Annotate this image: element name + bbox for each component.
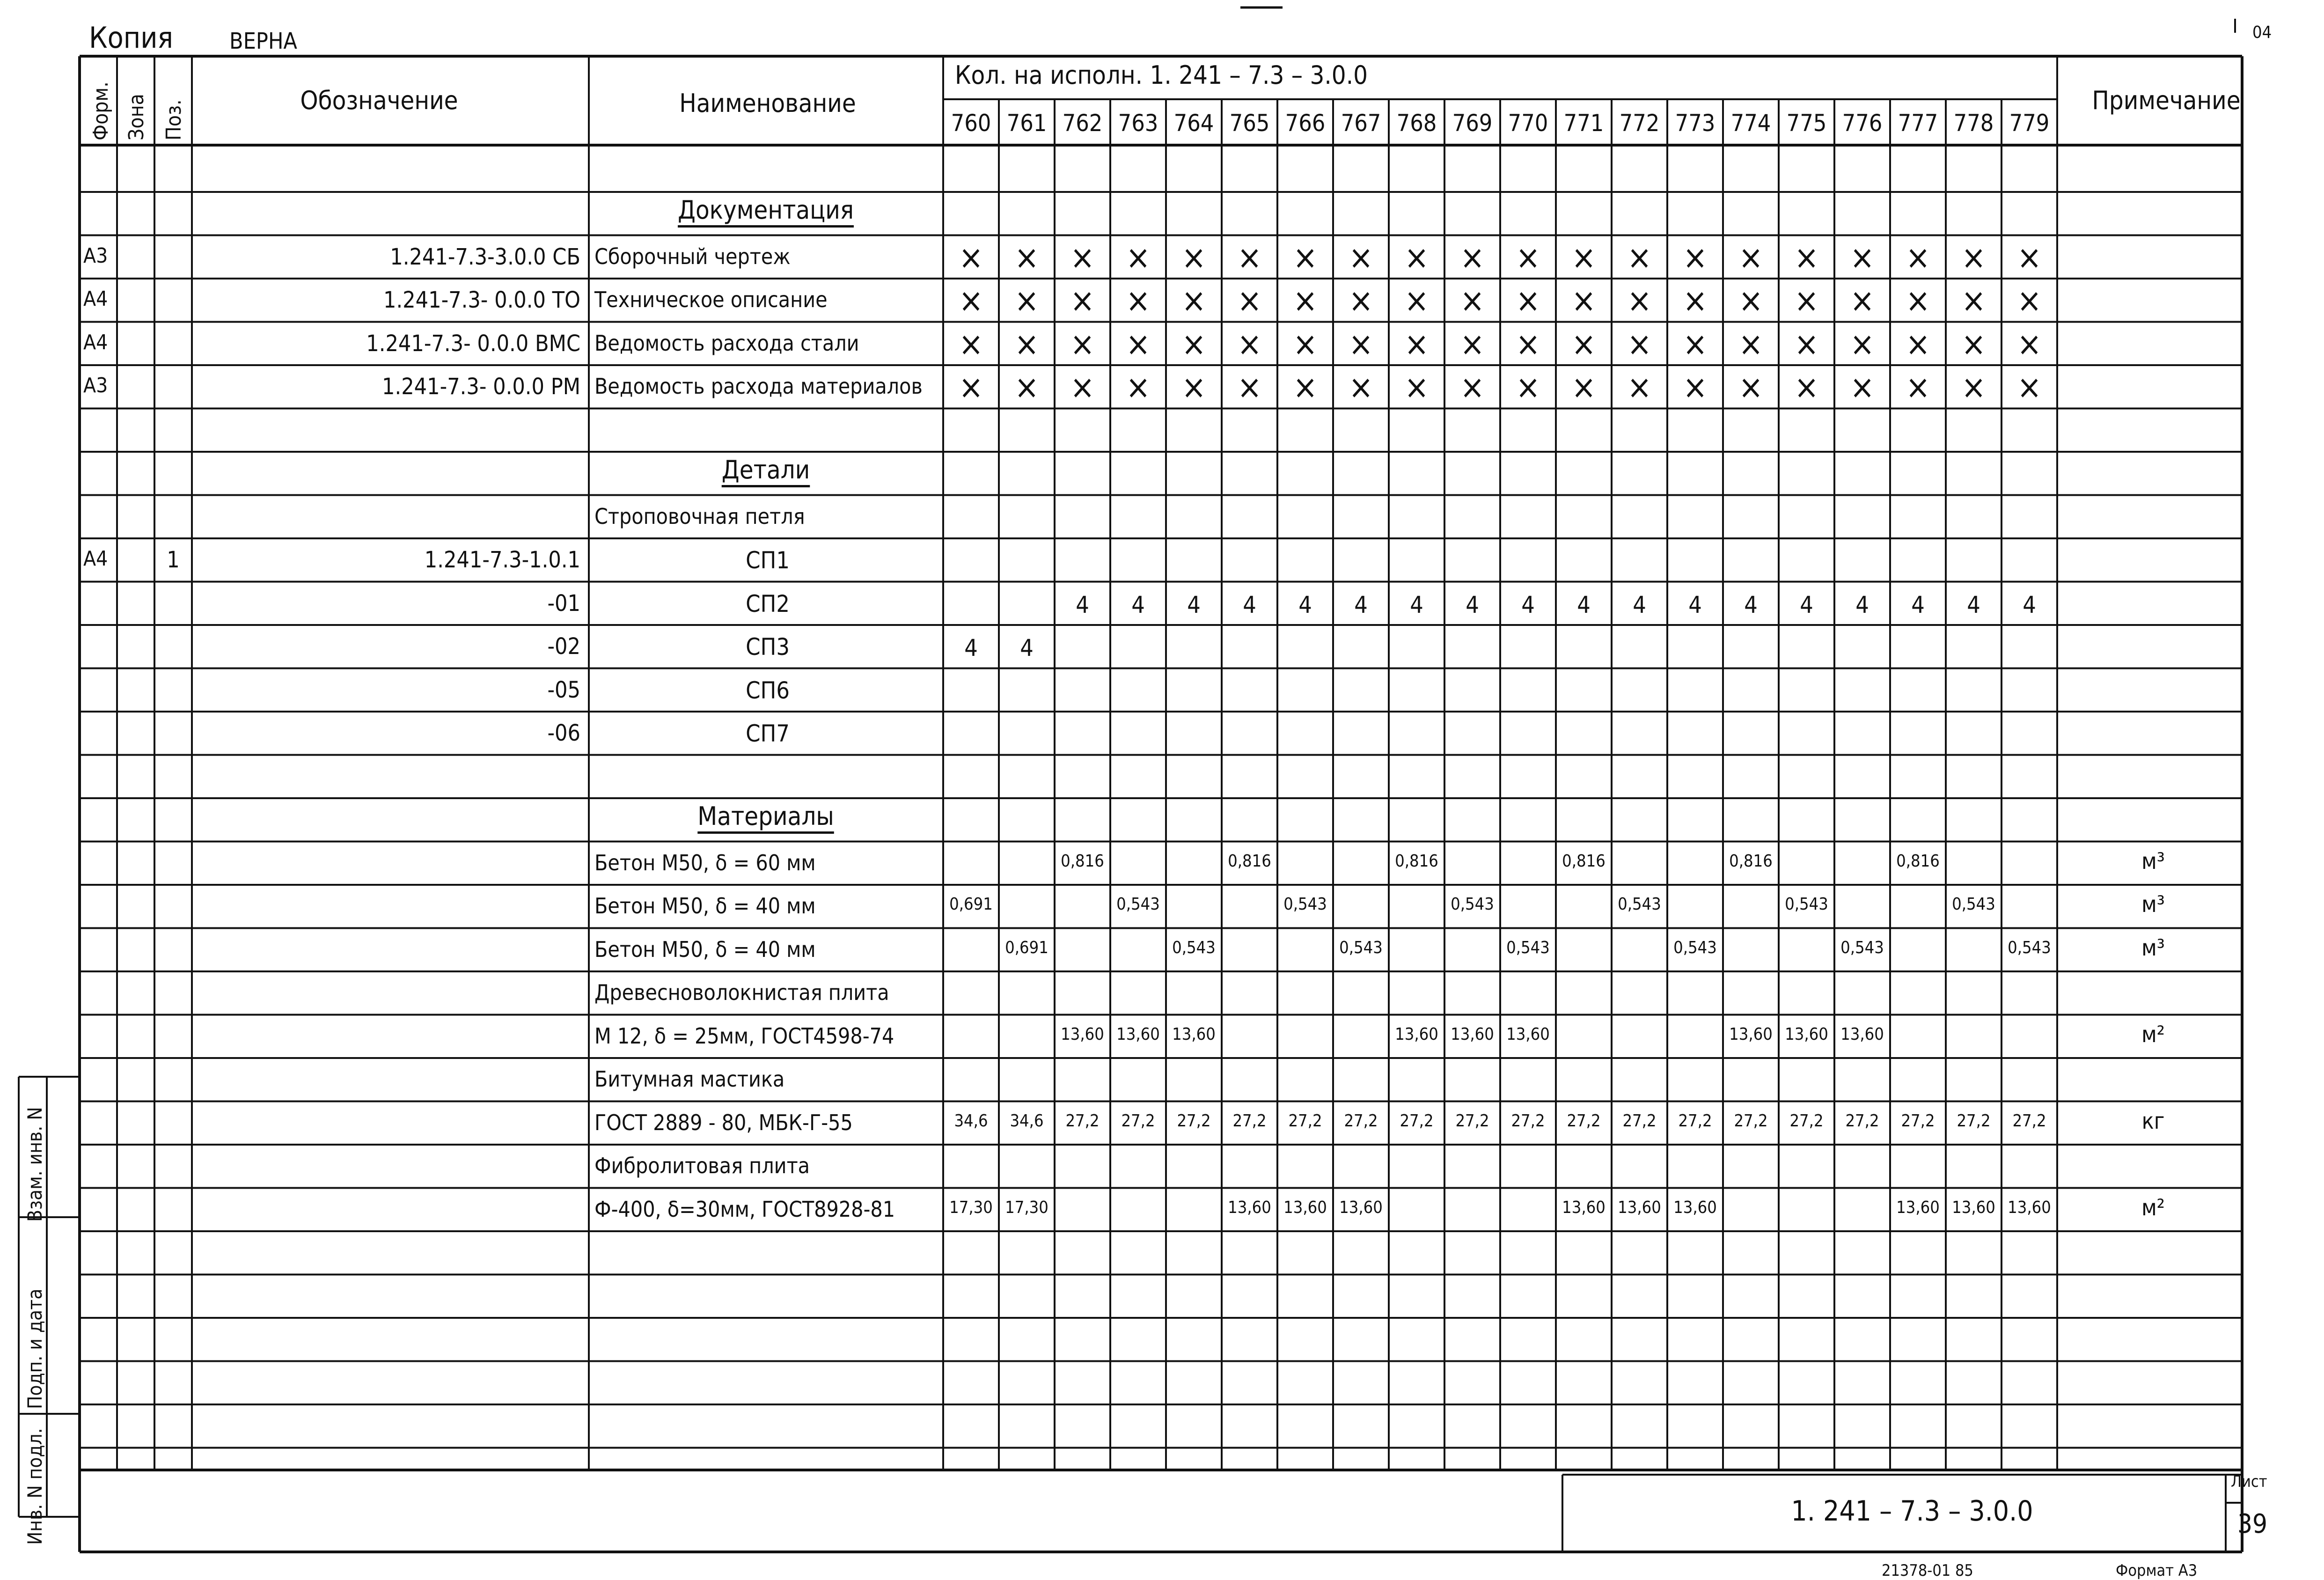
designation-cell: -06 — [547, 720, 580, 746]
name-cell: Ф-400, δ=30мм, ГОСТ8928-81 — [594, 1196, 895, 1222]
applicability-mark: × — [1850, 281, 1875, 320]
quantity-cell: 0,816 — [1228, 851, 1271, 871]
quantity-cell: 4 — [1911, 591, 1925, 618]
variant-number: 777 — [1898, 110, 1938, 137]
verified-stamp-label: ВЕРНА — [229, 28, 297, 54]
position-cell: 1 — [167, 547, 180, 573]
applicability-mark: × — [1571, 238, 1596, 277]
quantity-cell: 4 — [1855, 591, 1869, 618]
unit-cell: м³ — [2141, 848, 2165, 875]
quantity-cell: 13,60 — [1339, 1198, 1383, 1217]
quantity-cell: 4 — [1076, 591, 1089, 618]
variant-number: 760 — [951, 110, 991, 137]
designation-cell: 1.241-7.3-1.0.1 — [424, 547, 580, 573]
name-cell: Бетон М50, δ = 40 мм — [594, 936, 816, 962]
name-cell: ГОСТ 2889 - 80, МБК-Г-55 — [594, 1110, 853, 1135]
quantity-cell: 13,60 — [1618, 1198, 1661, 1217]
form-cell: А4 — [83, 287, 108, 311]
applicability-mark: × — [2017, 368, 2042, 406]
quantity-cell: 34,6 — [954, 1111, 988, 1131]
name-cell: Бетон М50, δ = 60 мм — [594, 850, 816, 875]
unit-cell: м³ — [2141, 934, 2165, 961]
applicability-mark: × — [1293, 368, 1318, 406]
applicability-mark: × — [1237, 324, 1262, 363]
applicability-mark: × — [1906, 368, 1930, 406]
applicability-mark: × — [1070, 238, 1095, 277]
applicability-mark: × — [1627, 324, 1652, 363]
applicability-mark: × — [1404, 238, 1429, 277]
applicability-mark: × — [1349, 281, 1373, 320]
quantity-cell: 4 — [964, 634, 978, 661]
quantity-cell: 13,60 — [1729, 1024, 1773, 1044]
form-cell: А3 — [83, 374, 108, 397]
quantity-cell: 4 — [1020, 634, 1034, 661]
variant-number: 762 — [1062, 110, 1103, 137]
quantity-cell: 0,543 — [1952, 895, 1995, 914]
applicability-mark: × — [1349, 324, 1373, 363]
variant-number: 772 — [1619, 110, 1660, 137]
unit-cell: м² — [2141, 1021, 2165, 1048]
quantity-cell: 0,543 — [1840, 938, 1884, 957]
sheet-label: Лист — [2231, 1472, 2267, 1491]
unit-cell: кг — [2141, 1108, 2165, 1134]
form-cell: А4 — [83, 547, 108, 571]
copy-stamp-label: Копия — [89, 21, 173, 55]
quantity-cell: 17,30 — [1005, 1198, 1048, 1217]
applicability-mark: × — [1070, 324, 1095, 363]
quantity-cell: 27,2 — [1121, 1111, 1155, 1131]
applicability-mark: × — [1906, 324, 1930, 363]
quantity-cell: 0,816 — [1395, 851, 1438, 871]
name-cell: СП1 — [746, 547, 790, 574]
section-heading: Документация — [678, 195, 854, 225]
quantity-cell: 27,2 — [1901, 1111, 1935, 1131]
form-cell: А4 — [83, 330, 108, 354]
applicability-mark: × — [959, 368, 983, 406]
quantity-cell: 4 — [1688, 591, 1702, 618]
quantity-cell: 4 — [1577, 591, 1591, 618]
variant-number: 779 — [2009, 110, 2050, 137]
applicability-mark: × — [1906, 281, 1930, 320]
variant-number: 765 — [1229, 110, 1270, 137]
quantity-cell: 4 — [1800, 591, 1813, 618]
applicability-mark: × — [1794, 324, 1819, 363]
quantity-cell: 27,2 — [1400, 1111, 1434, 1131]
quantity-cell: 27,2 — [1678, 1111, 1712, 1131]
name-cell: СП6 — [746, 676, 790, 704]
name-cell: СП3 — [746, 633, 790, 661]
quantity-cell: 0,816 — [1729, 851, 1773, 871]
quantity-cell: 4 — [1187, 591, 1201, 618]
variant-number: 774 — [1730, 110, 1771, 137]
quantity-cell: 27,2 — [2012, 1111, 2046, 1131]
applicability-mark: × — [1126, 281, 1151, 320]
variant-number: 763 — [1118, 110, 1158, 137]
applicability-mark: × — [1683, 238, 1708, 277]
quantity-cell: 4 — [1243, 591, 1256, 618]
applicability-mark: × — [1738, 238, 1763, 277]
designation-cell: 1.241-7.3- 0.0.0 ТО — [383, 287, 580, 313]
quantity-cell: 0,816 — [1896, 851, 1940, 871]
applicability-mark: × — [1460, 324, 1485, 363]
header-note: Примечание — [2092, 86, 2241, 115]
name-cell: Бетон М50, δ = 40 мм — [594, 893, 816, 919]
applicability-mark: × — [1850, 368, 1875, 406]
applicability-mark: × — [1460, 281, 1485, 320]
applicability-mark: × — [1181, 324, 1206, 363]
applicability-mark: × — [1961, 238, 1986, 277]
applicability-mark: × — [1571, 324, 1596, 363]
applicability-mark: × — [1126, 238, 1151, 277]
quantity-cell: 13,60 — [1451, 1024, 1494, 1044]
quantity-cell: 27,2 — [1511, 1111, 1545, 1131]
name-cell: СП7 — [746, 720, 790, 747]
applicability-mark: × — [1516, 281, 1540, 320]
quantity-cell: 27,2 — [1622, 1111, 1657, 1131]
applicability-mark: × — [1181, 238, 1206, 277]
quantity-cell: 4 — [1967, 591, 1980, 618]
quantity-cell: 4 — [1410, 591, 1423, 618]
applicability-mark: × — [1516, 368, 1540, 406]
applicability-mark: × — [959, 281, 983, 320]
applicability-mark: × — [1906, 238, 1930, 277]
quantity-cell: 0,543 — [1339, 938, 1383, 957]
quantity-cell: 13,60 — [1896, 1198, 1940, 1217]
quantity-cell: 4 — [1354, 591, 1368, 618]
applicability-mark: × — [1961, 324, 1986, 363]
name-cell: Строповочная петля — [594, 503, 805, 529]
quantity-cell: 13,60 — [1952, 1198, 1995, 1217]
designation-cell: -01 — [547, 590, 580, 617]
applicability-mark: × — [1627, 368, 1652, 406]
quantity-cell: 34,6 — [1010, 1111, 1044, 1131]
quantity-cell: 27,2 — [1789, 1111, 1824, 1131]
quantity-cell: 0,543 — [2008, 938, 2051, 957]
name-cell: Древесноволокнистая плита — [594, 980, 889, 1005]
quantity-cell: 0,543 — [1116, 895, 1160, 914]
applicability-mark: × — [1571, 281, 1596, 320]
applicability-mark: × — [1516, 324, 1540, 363]
unit-cell: м² — [2141, 1194, 2165, 1221]
applicability-mark: × — [1070, 368, 1095, 406]
designation-cell: 1.241-7.3- 0.0.0 ВМС — [366, 330, 580, 357]
applicability-mark: × — [1237, 281, 1262, 320]
quantity-cell: 13,60 — [1785, 1024, 1828, 1044]
quantity-cell: 13,60 — [2008, 1198, 2051, 1217]
variant-number: 775 — [1786, 110, 1827, 137]
applicability-mark: × — [1961, 281, 1986, 320]
variant-number: 761 — [1006, 110, 1047, 137]
variant-number: 767 — [1341, 110, 1381, 137]
title-block-code: 1. 241 – 7.3 – 3.0.0 — [1791, 1495, 2033, 1528]
quantity-cell: 0,816 — [1061, 851, 1104, 871]
applicability-mark: × — [1683, 281, 1708, 320]
quantity-cell: 13,60 — [1116, 1024, 1160, 1044]
quantity-cell: 27,2 — [1288, 1111, 1322, 1131]
quantity-cell: 4 — [1633, 591, 1646, 618]
applicability-mark: × — [1794, 238, 1819, 277]
quantity-cell: 0,691 — [949, 895, 993, 914]
applicability-mark: × — [1683, 368, 1708, 406]
quantity-cell: 13,60 — [1395, 1024, 1438, 1044]
quantity-cell: 27,2 — [1177, 1111, 1211, 1131]
corner-mark: 04 — [2252, 23, 2272, 42]
section-heading: Материалы — [697, 801, 834, 831]
quantity-cell: 4 — [1298, 591, 1312, 618]
applicability-mark: × — [1683, 324, 1708, 363]
applicability-mark: × — [2017, 281, 2042, 320]
quantity-cell: 0,543 — [1172, 938, 1216, 957]
applicability-mark: × — [1237, 238, 1262, 277]
name-cell: Ведомость расхода материалов — [594, 374, 923, 399]
applicability-mark: × — [1181, 281, 1206, 320]
quantity-cell: 27,2 — [1344, 1111, 1378, 1131]
applicability-mark: × — [1738, 324, 1763, 363]
sheet-number: 39 — [2237, 1509, 2268, 1539]
variant-number: 764 — [1173, 110, 1214, 137]
quantity-cell: 27,2 — [1734, 1111, 1768, 1131]
applicability-mark: × — [1460, 238, 1485, 277]
quantity-cell: 13,60 — [1061, 1024, 1104, 1044]
variant-number: 769 — [1452, 110, 1493, 137]
applicability-mark: × — [1850, 324, 1875, 363]
quantity-cell: 27,2 — [1455, 1111, 1489, 1131]
variant-number: 778 — [1953, 110, 1994, 137]
applicability-mark: × — [1460, 368, 1485, 406]
applicability-mark: × — [1070, 281, 1095, 320]
quantity-cell: 4 — [2023, 591, 2036, 618]
applicability-mark: × — [1571, 368, 1596, 406]
applicability-mark: × — [1404, 281, 1429, 320]
designation-cell: -02 — [547, 633, 580, 660]
header-form: Форм. — [89, 81, 113, 140]
header-name: Наименование — [679, 88, 856, 118]
applicability-mark: × — [1237, 368, 1262, 406]
applicability-mark: × — [959, 238, 983, 277]
applicability-mark: × — [1014, 368, 1039, 406]
quantity-cell: 0,691 — [1005, 938, 1048, 957]
applicability-mark: × — [1627, 281, 1652, 320]
quantity-cell: 4 — [1521, 591, 1535, 618]
designation-cell: 1.241-7.3-3.0.0 СБ — [390, 243, 580, 270]
applicability-mark: × — [1404, 368, 1429, 406]
applicability-mark: × — [1014, 281, 1039, 320]
applicability-mark: × — [1961, 368, 1986, 406]
name-cell: Фибролитовая плита — [594, 1153, 810, 1178]
applicability-mark: × — [1014, 238, 1039, 277]
applicability-mark: × — [1850, 238, 1875, 277]
applicability-mark: × — [1181, 368, 1206, 406]
variant-number: 766 — [1285, 110, 1326, 137]
quantity-cell: 0,543 — [1785, 895, 1828, 914]
header-zone: Зона — [125, 94, 148, 140]
name-cell: М 12, δ = 25мм, ГОСТ4598-74 — [594, 1023, 894, 1049]
quantity-cell: 0,543 — [1673, 938, 1717, 957]
applicability-mark: × — [1794, 368, 1819, 406]
variant-number: 768 — [1396, 110, 1437, 137]
applicability-mark: × — [1014, 324, 1039, 363]
quantity-cell: 13,60 — [1228, 1198, 1271, 1217]
applicability-mark: × — [1404, 324, 1429, 363]
variant-number: 773 — [1675, 110, 1716, 137]
applicability-mark: × — [2017, 238, 2042, 277]
applicability-mark: × — [1126, 368, 1151, 406]
quantity-cell: 13,60 — [1562, 1198, 1606, 1217]
applicability-mark: × — [959, 324, 983, 363]
applicability-mark: × — [1349, 368, 1373, 406]
footer-reference: 21378-01 85 — [1882, 1561, 1973, 1580]
quantity-cell: 13,60 — [1840, 1024, 1884, 1044]
name-cell: Ведомость расхода стали — [594, 330, 859, 356]
quantity-cell: 13,60 — [1673, 1198, 1717, 1217]
applicability-mark: × — [1293, 238, 1318, 277]
footer-format: Формат А3 — [2116, 1561, 2198, 1580]
quantity-cell: 0,543 — [1618, 895, 1661, 914]
quantity-cell: 0,543 — [1506, 938, 1550, 957]
name-cell: Техническое описание — [594, 287, 828, 312]
applicability-mark: × — [2017, 324, 2042, 363]
applicability-mark: × — [1349, 238, 1373, 277]
side-label-original-inventory: Инв. N подл. — [23, 1428, 46, 1545]
name-cell: Битумная мастика — [594, 1066, 785, 1092]
designation-cell: -05 — [547, 676, 580, 703]
variant-number: 776 — [1842, 110, 1883, 137]
applicability-mark: × — [1738, 368, 1763, 406]
quantity-cell: 4 — [1466, 591, 1479, 618]
quantity-cell: 27,2 — [1957, 1111, 1991, 1131]
header-position: Поз. — [162, 99, 186, 140]
applicability-mark: × — [1794, 281, 1819, 320]
variant-number: 771 — [1563, 110, 1604, 137]
quantity-cell: 13,60 — [1506, 1024, 1550, 1044]
section-heading: Детали — [721, 455, 810, 485]
applicability-mark: × — [1516, 238, 1540, 277]
unit-cell: м³ — [2141, 891, 2165, 918]
name-cell: СП2 — [746, 590, 790, 617]
side-label-replacement: Взам. инв. N — [23, 1107, 46, 1222]
quantity-cell: 27,2 — [1232, 1111, 1267, 1131]
applicability-mark: × — [1293, 281, 1318, 320]
quantity-cell: 0,543 — [1451, 895, 1494, 914]
quantity-cell: 0,816 — [1562, 851, 1606, 871]
applicability-mark: × — [1126, 324, 1151, 363]
quantity-cell: 0,543 — [1283, 895, 1327, 914]
form-cell: А3 — [83, 243, 108, 268]
quantity-cell: 4 — [1744, 591, 1758, 618]
quantity-cell: 27,2 — [1845, 1111, 1879, 1131]
quantity-cell: 13,60 — [1283, 1198, 1327, 1217]
header-quantity-title: Кол. на исполн. 1. 241 – 7.3 – 3.0.0 — [955, 60, 1368, 90]
header-designation: Обозначение — [300, 86, 458, 115]
applicability-mark: × — [1293, 324, 1318, 363]
quantity-cell: 17,30 — [949, 1198, 993, 1217]
quantity-cell: 27,2 — [1567, 1111, 1601, 1131]
quantity-cell: 27,2 — [1065, 1111, 1100, 1131]
quantity-cell: 4 — [1131, 591, 1145, 618]
designation-cell: 1.241-7.3- 0.0.0 РМ — [382, 374, 580, 400]
side-label-signature-date: Подп. и дата — [23, 1288, 46, 1409]
applicability-mark: × — [1627, 238, 1652, 277]
quantity-cell: 13,60 — [1172, 1024, 1216, 1044]
name-cell: Сборочный чертеж — [594, 243, 791, 269]
applicability-mark: × — [1738, 281, 1763, 320]
variant-number: 770 — [1508, 110, 1548, 137]
